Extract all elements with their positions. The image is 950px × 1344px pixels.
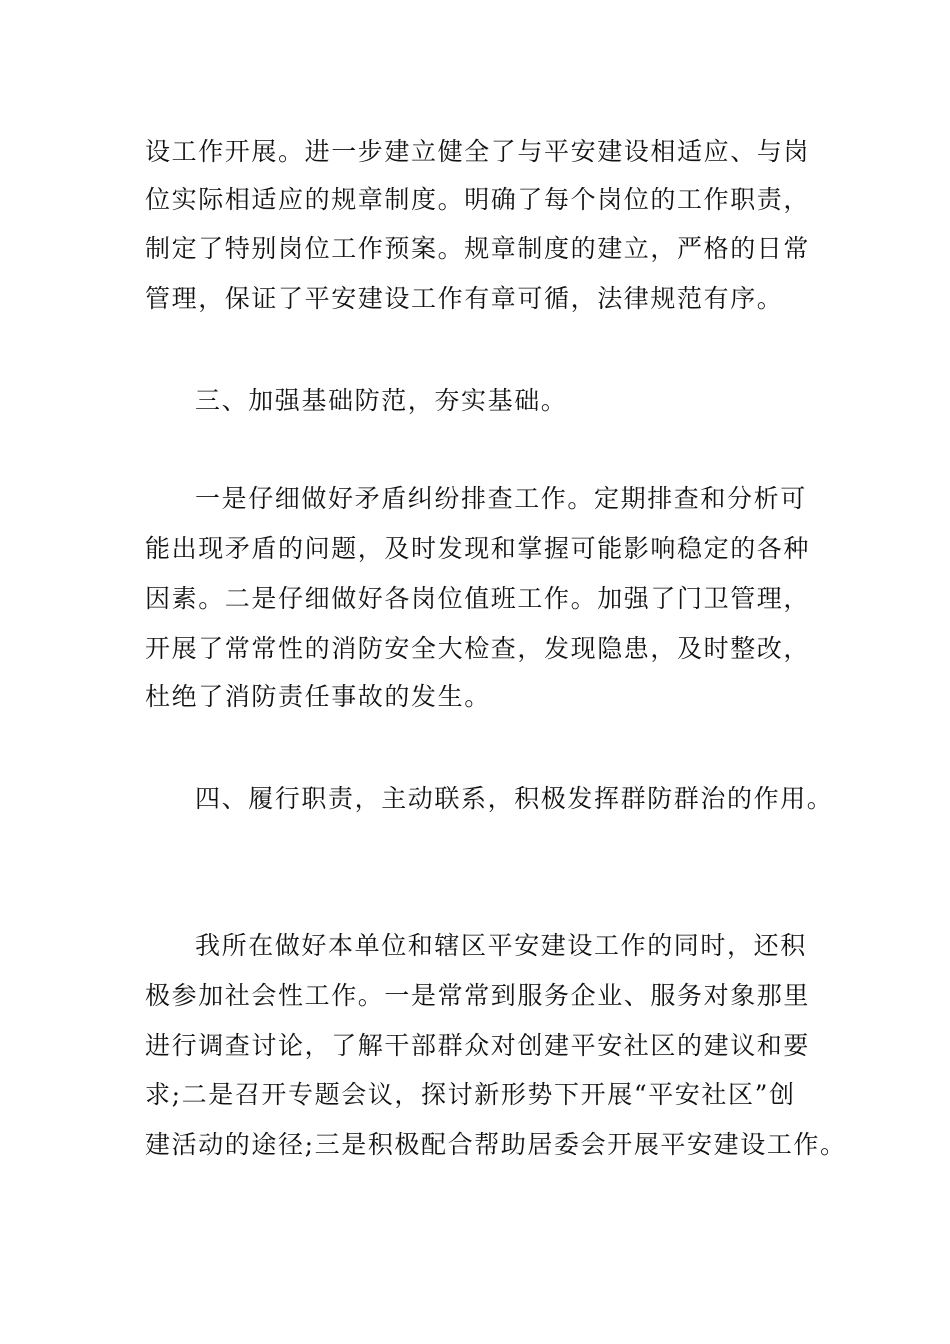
paragraph-2-line-4: 开展了常常性的消防安全大检查，发现隐患，及时整改， [145, 634, 811, 663]
paragraph-2-line-3: 因素。二是仔细做好各岗位值班工作。加强了门卫管理， [145, 584, 811, 613]
section-heading-3: 三、加强基础防范，夯实基础。 [195, 386, 568, 415]
paragraph-3-line-1: 我所在做好本单位和辖区平安建设工作的同时，还积 [195, 931, 807, 960]
paragraph-3-line-3: 进行调查讨论，了解干部群众对创建平安社区的建议和要 [145, 1031, 811, 1060]
section-heading-4: 四、履行职责，主动联系，积极发挥群防群治的作用。 [195, 784, 834, 813]
paragraph-1-line-1: 设工作开展。进一步建立健全了与平安建设相适应、与岗 [145, 137, 811, 166]
paragraph-3-line-4: 求;二是召开专题会议，探讨新形势下开展“平安社区”创 [145, 1080, 796, 1109]
paragraph-3-line-2: 极参加社会性工作。一是常常到服务企业、服务对象那里 [145, 981, 811, 1010]
paragraph-1-line-4: 管理，保证了平安建设工作有章可循，法律规范有序。 [145, 284, 784, 313]
paragraph-1-line-2: 位实际相适应的规章制度。明确了每个岗位的工作职责， [145, 185, 811, 214]
paragraph-2-line-2: 能出现矛盾的问题，及时发现和掌握可能影响稳定的各种 [145, 534, 811, 563]
paragraph-1-line-3: 制定了特别岗位工作预案。规章制度的建立，严格的日常 [145, 234, 811, 263]
paragraph-2-line-5: 杜绝了消防责任事故的发生。 [145, 682, 491, 711]
paragraph-2-line-1: 一是仔细做好矛盾纠纷排查工作。定期排查和分析可 [195, 484, 807, 513]
paragraph-3-line-5: 建活动的途径;三是积极配合帮助居委会开展平安建设工作。 [145, 1130, 847, 1159]
